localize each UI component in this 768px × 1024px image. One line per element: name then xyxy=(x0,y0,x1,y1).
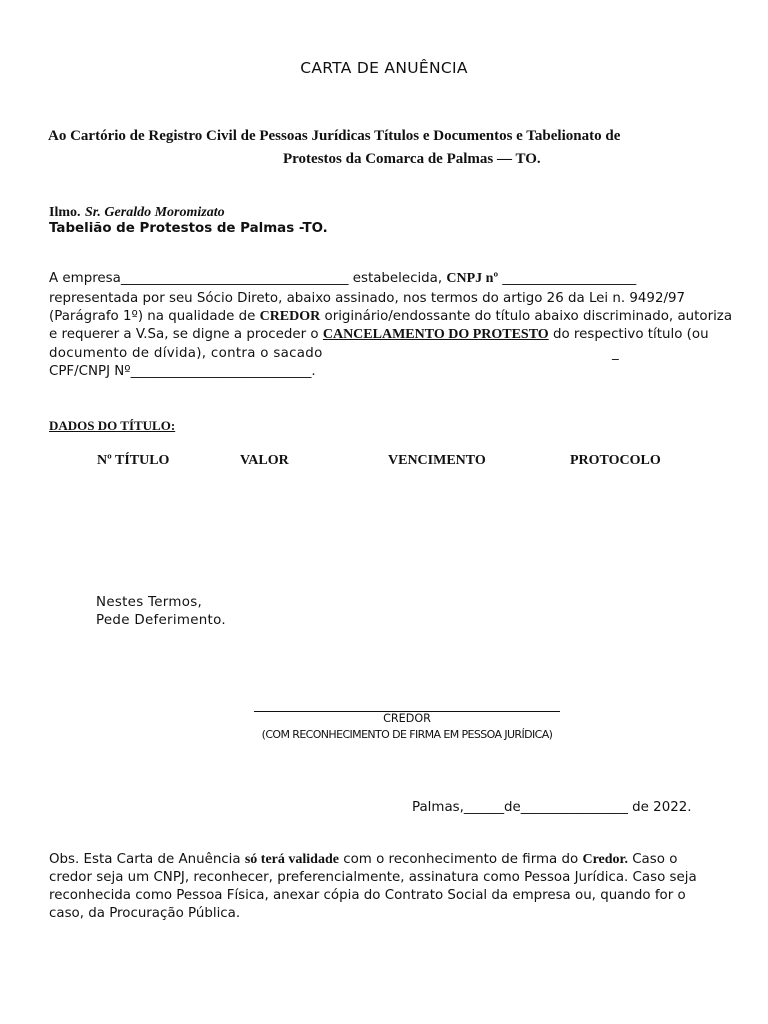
recipient-line xyxy=(49,204,225,221)
cancelamento-label: CANCELAMENTO DO PROTESTO xyxy=(322,327,549,342)
body-line-3-text: (Parágrafo 1º) na qualidade de xyxy=(49,309,260,324)
recipient-name: Sr. Geraldo Moromizato xyxy=(84,205,225,220)
body-line-5: documento de dívida), contra o sacado xyxy=(49,346,323,361)
credor-label: CREDOR xyxy=(259,309,321,324)
column-protocolo: PROTOCOLO xyxy=(570,453,661,468)
obs-line-1-text: Obs. Esta Carta de Anuência xyxy=(49,852,245,867)
body-line-5-tail: _ xyxy=(612,346,619,361)
address-line-1: Ao Cartório de Registro Civil de Pessoas Jurídicas Títulos e Documentos e Tabelionato de xyxy=(48,128,621,144)
title-data-heading: DADOS DO TÍTULO: xyxy=(49,418,176,433)
recipient-role: Tabelião de Protestos de Palmas -TO. xyxy=(49,221,328,236)
obs-line-1 xyxy=(49,852,677,868)
body-line-4 xyxy=(49,327,709,343)
obs-line-3: reconhecida como Pessoa Física, anexar cópia do Contrato Social da empresa ou, quando for o xyxy=(49,888,686,903)
date-line: Palmas,______de________________ de 2022. xyxy=(412,800,692,815)
signature-note: (COM RECONHECIMENTO DE FIRMA EM PESSOA JURÍDICA) xyxy=(261,728,553,741)
body-line-4-text: e requerer a V.Sa, se digne a proceder o xyxy=(49,327,323,342)
validade-label: só terá validade xyxy=(244,852,339,867)
cnpj-blank: ____________________ xyxy=(498,271,637,286)
obs-credor-label: Credor. xyxy=(582,852,628,867)
signature-label: CREDOR xyxy=(383,712,431,725)
address-line-2: Protestos da Comarca de Palmas — TO. xyxy=(283,151,541,167)
document-title: CARTA DE ANUÊNCIA xyxy=(300,59,468,77)
obs-line-2: credor seja um CNPJ, reconhecer, preferencialmente, assinatura como Pessoa Jurídica. Caso seja xyxy=(49,870,697,885)
column-numero-titulo: Nº TÍTULO xyxy=(97,453,170,468)
body-line-3 xyxy=(49,309,732,325)
cpf-cnpj-line: CPF/CNPJ Nº___________________________. xyxy=(49,364,316,379)
body-line-1 xyxy=(49,271,636,287)
body-line-2: representada por seu Sócio Direto, abaixo assinado, nos termos do artigo 26 da Lei n. 9492/97 xyxy=(49,291,686,306)
body-line-4-tail: do respectivo título (ou xyxy=(548,327,709,342)
column-vencimento: VENCIMENTO xyxy=(388,453,486,468)
closing-line-2: Pede Deferimento. xyxy=(96,613,226,628)
closing-line-1: Nestes Termos, xyxy=(96,595,203,610)
obs-line-1-tail: Caso o xyxy=(627,852,678,867)
cnpj-label: CNPJ nº xyxy=(446,271,499,286)
body-line-1-text: A empresa__________________________________ estabelecida, xyxy=(49,271,447,286)
column-valor: VALOR xyxy=(240,453,289,468)
salutation: Ilmo. xyxy=(49,205,81,220)
obs-line-4: caso, da Procuração Pública. xyxy=(49,906,241,921)
obs-line-1-mid: com o reconhecimento de firma do xyxy=(338,852,583,867)
body-line-3-tail: originário/endossante do título abaixo discriminado, autoriza xyxy=(320,309,733,324)
